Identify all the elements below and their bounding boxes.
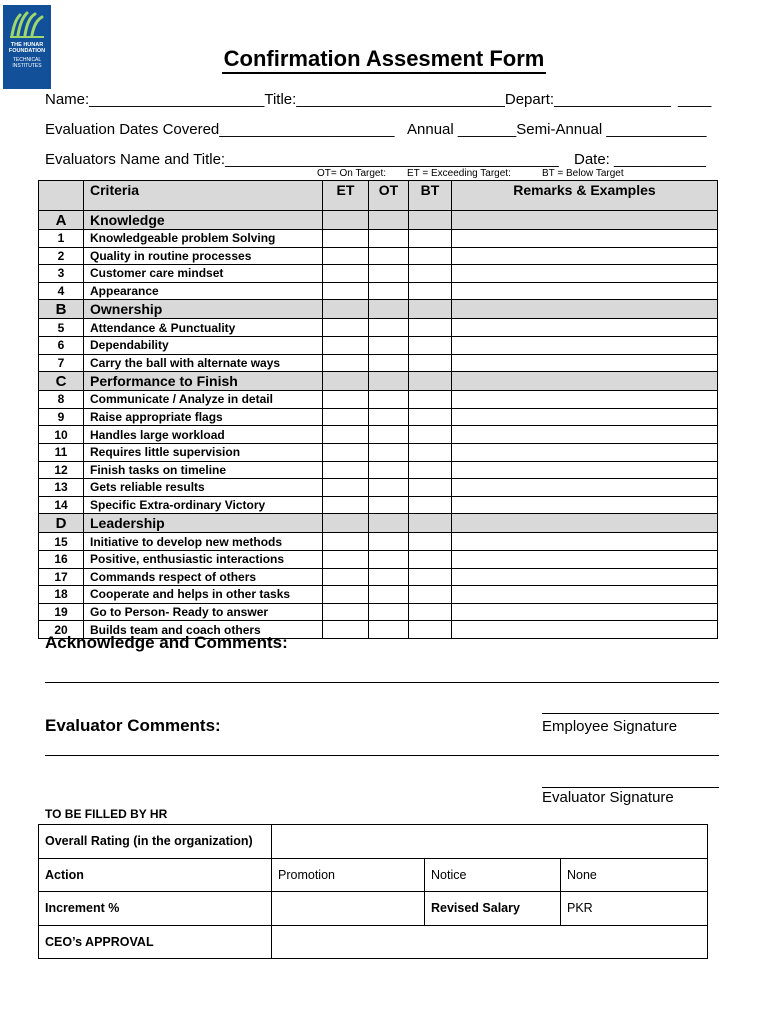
- header-ot: OT: [369, 181, 409, 211]
- section-ot-cell: [369, 300, 409, 319]
- section-remarks-cell: [452, 211, 718, 230]
- legend-ot: OT= On Target:: [317, 168, 387, 179]
- increment-label: Increment %: [39, 892, 272, 926]
- section-remarks-cell: [452, 300, 718, 319]
- section-letter: B: [39, 300, 84, 319]
- acknowledge-heading: Acknowledge and Comments:: [45, 633, 288, 652]
- bt-rating-cell[interactable]: [409, 426, 452, 444]
- bt-rating-cell[interactable]: [409, 282, 452, 300]
- notice-option[interactable]: Notice: [425, 858, 561, 892]
- hands-icon: [8, 9, 46, 39]
- criteria-number: 19: [39, 603, 84, 621]
- ot-rating-cell[interactable]: [369, 265, 409, 283]
- et-rating-cell[interactable]: [323, 247, 369, 265]
- criteria-row: [39, 408, 718, 426]
- revised-salary-field[interactable]: PKR: [561, 892, 708, 926]
- section-ot-cell: [369, 372, 409, 391]
- et-rating-cell[interactable]: [323, 391, 369, 409]
- header-remarks: Remarks & Examples: [452, 181, 718, 211]
- acknowledge-comment-line[interactable]: [45, 682, 719, 683]
- criteria-row: [39, 354, 718, 372]
- remarks-cell[interactable]: [452, 426, 718, 444]
- remarks-cell[interactable]: [452, 408, 718, 426]
- evaluator-name-field[interactable]: Evaluators Name and Title:________________________________________: [45, 151, 559, 168]
- evaluator-signature-line[interactable]: [542, 787, 719, 788]
- ot-rating-cell[interactable]: [369, 533, 409, 551]
- section-et-cell: [323, 514, 369, 533]
- evaluator-comment-line[interactable]: [45, 755, 719, 756]
- criteria-label: Customer care mindset: [84, 265, 323, 283]
- et-rating-cell[interactable]: [323, 603, 369, 621]
- ot-rating-cell[interactable]: [369, 443, 409, 461]
- criteria-number: 13: [39, 479, 84, 497]
- legend-bt: BT = Below Target: [542, 168, 624, 179]
- remarks-cell[interactable]: [452, 586, 718, 604]
- remarks-cell[interactable]: [452, 319, 718, 337]
- criteria-label: Appearance: [84, 282, 323, 300]
- criteria-label: Positive, enthusiastic interactions: [84, 550, 323, 568]
- logo-text-4: INSTITUTES: [12, 63, 42, 69]
- et-rating-cell[interactable]: [323, 319, 369, 337]
- date-field[interactable]: Date: ___________: [574, 151, 706, 168]
- bt-rating-cell[interactable]: [409, 230, 452, 248]
- none-option[interactable]: None: [561, 858, 708, 892]
- bt-rating-cell[interactable]: [409, 391, 452, 409]
- section-row: [39, 372, 718, 391]
- et-rating-cell[interactable]: [323, 479, 369, 497]
- et-rating-cell[interactable]: [323, 282, 369, 300]
- criteria-label: Builds team and coach others: [84, 621, 323, 639]
- hr-row-overall: [39, 825, 708, 859]
- section-name: Ownership: [84, 300, 323, 319]
- section-ot-cell: [369, 514, 409, 533]
- employee-signature-line[interactable]: [542, 713, 719, 714]
- section-name: Leadership: [84, 514, 323, 533]
- section-row: [39, 300, 718, 319]
- ceo-approval-label: CEO’s APPROVAL: [39, 925, 272, 959]
- criteria-label: Handles large workload: [84, 426, 323, 444]
- ot-rating-cell[interactable]: [369, 247, 409, 265]
- bt-rating-cell[interactable]: [409, 550, 452, 568]
- remarks-cell[interactable]: [452, 230, 718, 248]
- ot-rating-cell[interactable]: [369, 603, 409, 621]
- criteria-row: [39, 479, 718, 497]
- ot-rating-cell[interactable]: [369, 568, 409, 586]
- ot-rating-cell[interactable]: [369, 586, 409, 604]
- hr-row-ceo: [39, 925, 708, 959]
- et-rating-cell[interactable]: [323, 621, 369, 639]
- bt-rating-cell[interactable]: [409, 461, 452, 479]
- hr-row-action: [39, 858, 708, 892]
- et-rating-cell[interactable]: [323, 568, 369, 586]
- section-bt-cell: [409, 372, 452, 391]
- ot-rating-cell[interactable]: [369, 621, 409, 639]
- criteria-number: 18: [39, 586, 84, 604]
- remarks-cell[interactable]: [452, 461, 718, 479]
- criteria-label: Gets reliable results: [84, 479, 323, 497]
- bt-rating-cell[interactable]: [409, 265, 452, 283]
- section-row: [39, 211, 718, 230]
- criteria-row: [39, 319, 718, 337]
- section-name: Performance to Finish: [84, 372, 323, 391]
- header-criteria: Criteria: [84, 181, 323, 211]
- criteria-label: Cooperate and helps in other tasks: [84, 586, 323, 604]
- bt-rating-cell[interactable]: [409, 336, 452, 354]
- remarks-cell[interactable]: [452, 282, 718, 300]
- bt-rating-cell[interactable]: [409, 533, 452, 551]
- criteria-number: 20: [39, 621, 84, 639]
- bt-rating-cell[interactable]: [409, 247, 452, 265]
- criteria-label: Knowledgeable problem Solving: [84, 230, 323, 248]
- et-rating-cell[interactable]: [323, 533, 369, 551]
- section-et-cell: [323, 372, 369, 391]
- et-rating-cell[interactable]: [323, 586, 369, 604]
- criteria-label: Requires little supervision: [84, 443, 323, 461]
- criteria-row: [39, 391, 718, 409]
- remarks-cell[interactable]: [452, 354, 718, 372]
- criteria-label: Carry the ball with alternate ways: [84, 354, 323, 372]
- bt-rating-cell[interactable]: [409, 408, 452, 426]
- ot-rating-cell[interactable]: [369, 319, 409, 337]
- evaluator-signature-label: Evaluator Signature: [542, 789, 674, 806]
- et-rating-cell[interactable]: [323, 461, 369, 479]
- criteria-label: Attendance & Punctuality: [84, 319, 323, 337]
- criteria-number: 11: [39, 443, 84, 461]
- criteria-label: Specific Extra-ordinary Victory: [84, 496, 323, 514]
- criteria-table: [38, 180, 718, 639]
- section-remarks-cell: [452, 514, 718, 533]
- criteria-label: Finish tasks on timeline: [84, 461, 323, 479]
- criteria-number: 5: [39, 319, 84, 337]
- criteria-number: 3: [39, 265, 84, 283]
- criteria-row: [39, 461, 718, 479]
- criteria-row: [39, 568, 718, 586]
- section-bt-cell: [409, 211, 452, 230]
- hr-row-increment: [39, 892, 708, 926]
- criteria-row: [39, 533, 718, 551]
- criteria-number: 14: [39, 496, 84, 514]
- bt-rating-cell[interactable]: [409, 603, 452, 621]
- et-rating-cell[interactable]: [323, 426, 369, 444]
- criteria-number: 15: [39, 533, 84, 551]
- evaluation-dates-field[interactable]: Evaluation Dates Covered_____________________: [45, 121, 395, 138]
- remarks-cell[interactable]: [452, 265, 718, 283]
- criteria-row: [39, 265, 718, 283]
- criteria-number: 4: [39, 282, 84, 300]
- bt-rating-cell[interactable]: [409, 479, 452, 497]
- criteria-number: 9: [39, 408, 84, 426]
- hr-table: [38, 824, 708, 959]
- remarks-cell[interactable]: [452, 496, 718, 514]
- et-rating-cell[interactable]: [323, 265, 369, 283]
- criteria-label: Dependability: [84, 336, 323, 354]
- header-bt: BT: [409, 181, 452, 211]
- action-label: Action: [39, 858, 272, 892]
- criteria-label: Initiative to develop new methods: [84, 533, 323, 551]
- remarks-cell[interactable]: [452, 443, 718, 461]
- increment-field[interactable]: [272, 892, 425, 926]
- remarks-cell[interactable]: [452, 247, 718, 265]
- bt-rating-cell[interactable]: [409, 319, 452, 337]
- criteria-number: 2: [39, 247, 84, 265]
- ot-rating-cell[interactable]: [369, 282, 409, 300]
- ot-rating-cell[interactable]: [369, 479, 409, 497]
- criteria-row: [39, 550, 718, 568]
- section-remarks-cell: [452, 372, 718, 391]
- criteria-number: 7: [39, 354, 84, 372]
- ot-rating-cell[interactable]: [369, 461, 409, 479]
- criteria-row: [39, 496, 718, 514]
- criteria-number: 12: [39, 461, 84, 479]
- remarks-cell[interactable]: [452, 391, 718, 409]
- employee-signature-label: Employee Signature: [542, 718, 678, 735]
- remarks-cell[interactable]: [452, 621, 718, 639]
- remarks-cell[interactable]: [452, 479, 718, 497]
- et-rating-cell[interactable]: [323, 550, 369, 568]
- legend-et: ET = Exceeding Target:: [407, 168, 511, 179]
- section-et-cell: [323, 211, 369, 230]
- section-bt-cell: [409, 300, 452, 319]
- ot-rating-cell[interactable]: [369, 550, 409, 568]
- name-title-depart-row[interactable]: Name:_____________________Title:_________________________Depart:______________: [45, 91, 671, 108]
- section-letter: C: [39, 372, 84, 391]
- bt-rating-cell[interactable]: [409, 586, 452, 604]
- et-rating-cell[interactable]: [323, 354, 369, 372]
- criteria-label: Raise appropriate flags: [84, 408, 323, 426]
- criteria-row: [39, 230, 718, 248]
- bt-rating-cell[interactable]: [409, 621, 452, 639]
- bt-rating-cell[interactable]: [409, 443, 452, 461]
- criteria-header-row: [39, 181, 718, 211]
- et-rating-cell[interactable]: [323, 230, 369, 248]
- overall-rating-field[interactable]: [272, 825, 708, 859]
- et-rating-cell[interactable]: [323, 443, 369, 461]
- criteria-row: [39, 247, 718, 265]
- remarks-cell[interactable]: [452, 533, 718, 551]
- criteria-row: [39, 443, 718, 461]
- hr-heading: TO BE FILLED BY HR: [45, 807, 168, 821]
- criteria-label: Communicate / Analyze in detail: [84, 391, 323, 409]
- section-row: [39, 514, 718, 533]
- criteria-row: [39, 336, 718, 354]
- depart-underline-tail: ____: [678, 91, 712, 108]
- ot-rating-cell[interactable]: [369, 354, 409, 372]
- criteria-row: [39, 282, 718, 300]
- criteria-label: Go to Person- Ready to answer: [84, 603, 323, 621]
- criteria-label: Commands respect of others: [84, 568, 323, 586]
- ot-rating-cell[interactable]: [369, 496, 409, 514]
- section-name: Knowledge: [84, 211, 323, 230]
- criteria-label: Quality in routine processes: [84, 247, 323, 265]
- section-letter: D: [39, 514, 84, 533]
- remarks-cell[interactable]: [452, 550, 718, 568]
- ot-rating-cell[interactable]: [369, 230, 409, 248]
- logo-text-1: THE HUNAR: [10, 42, 44, 48]
- logo-text-2: FOUNDATION: [8, 48, 46, 54]
- header-et: ET: [323, 181, 369, 211]
- annual-semiannual-field[interactable]: Annual _______Semi-Annual ____________: [407, 121, 707, 138]
- ceo-approval-field[interactable]: [272, 925, 708, 959]
- criteria-number: 1: [39, 230, 84, 248]
- et-rating-cell[interactable]: [323, 496, 369, 514]
- section-et-cell: [323, 300, 369, 319]
- section-ot-cell: [369, 211, 409, 230]
- revised-salary-label: Revised Salary: [425, 892, 561, 926]
- criteria-number: 10: [39, 426, 84, 444]
- criteria-row: [39, 426, 718, 444]
- bt-rating-cell[interactable]: [409, 496, 452, 514]
- criteria-row: [39, 603, 718, 621]
- header-number-cell: [39, 181, 84, 211]
- criteria-number: 8: [39, 391, 84, 409]
- bt-rating-cell[interactable]: [409, 568, 452, 586]
- ot-rating-cell[interactable]: [369, 391, 409, 409]
- section-letter: A: [39, 211, 84, 230]
- overall-rating-label: Overall Rating (in the organization): [39, 825, 272, 859]
- criteria-number: 16: [39, 550, 84, 568]
- ot-rating-cell[interactable]: [369, 408, 409, 426]
- ot-rating-cell[interactable]: [369, 426, 409, 444]
- form-title-wrap: [0, 46, 768, 72]
- ot-rating-cell[interactable]: [369, 336, 409, 354]
- remarks-cell[interactable]: [452, 568, 718, 586]
- criteria-row: [39, 586, 718, 604]
- criteria-number: 6: [39, 336, 84, 354]
- logo-text-3: TECHNICAL: [12, 57, 42, 63]
- criteria-number: 17: [39, 568, 84, 586]
- section-bt-cell: [409, 514, 452, 533]
- remarks-cell[interactable]: [452, 336, 718, 354]
- promotion-option[interactable]: Promotion: [272, 858, 425, 892]
- remarks-cell[interactable]: [452, 603, 718, 621]
- evaluator-comments-heading: Evaluator Comments:: [45, 716, 221, 735]
- bt-rating-cell[interactable]: [409, 354, 452, 372]
- form-title: Confirmation Assesment Form: [222, 46, 547, 74]
- et-rating-cell[interactable]: [323, 336, 369, 354]
- et-rating-cell[interactable]: [323, 408, 369, 426]
